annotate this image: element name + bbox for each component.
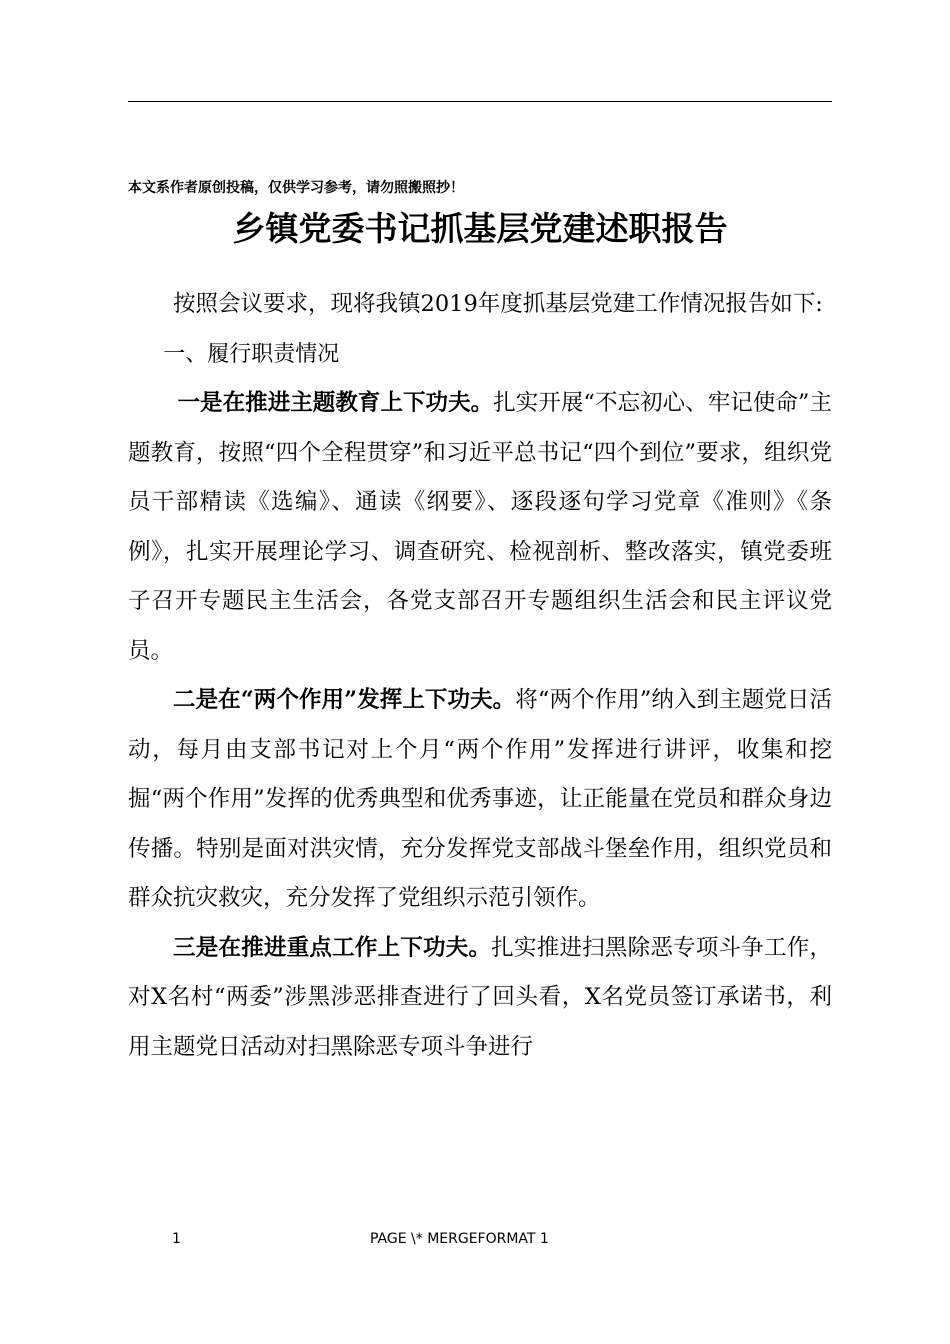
- header-rule: [128, 101, 832, 102]
- author-notice: 本文系作者原创投稿，仅供学习参考，请勿照搬照抄！: [128, 180, 464, 196]
- section-text-1: 扎实开展“不忘初心、牢记使命”主题教育，按照“四个全程贯穿”和习近平总书记“四个到位”要求，组织党员干部精读《选编》、通读《纲要》、逐段逐句学习党章《准则》《条例》，扎实开展理论学习、调查研究、检视剖析、整改落实，镇党委班子召开专题民主生活会，各党支部召开专题组织生活会和民主评议党员。: [128, 390, 832, 664]
- section-lead-1: 一是在推进主题教育上下功夫。: [177, 390, 494, 416]
- footer-page-number: 1: [172, 1231, 181, 1247]
- section-heading: 一、履行职责情况: [163, 341, 340, 367]
- section-lead-3: 三是在推进重点工作上下功夫。: [173, 934, 492, 961]
- footer-field-code: PAGE \* MERGEFORMAT 1: [370, 1231, 549, 1247]
- section-paragraph-2: [128, 676, 832, 924]
- intro-paragraph: 按照会议要求，现将我镇2019年度抓基层党建工作情况报告如下:: [173, 291, 823, 317]
- section-paragraph-3: [128, 924, 832, 1073]
- section-lead-2: 二是在“两个作用”发挥上下功夫。: [173, 687, 516, 713]
- document-title: 乡镇党委书记抓基层党建述职报告: [232, 209, 728, 248]
- section-text-3: 扎实推进扫黑除恶专项斗争工作，对X名村“两委”涉黑涉恶排查进行了回头看，X名党员签订承诺书，利用主题党日活动对扫黑除恶专项斗争进行: [128, 934, 832, 1060]
- section-text-2: 将“两个作用”纳入到主题党日活动，每月由支部书记对上个月“两个作用”发挥进行讲评，收集和挖掘“两个作用”发挥的优秀典型和优秀事迹，让正能量在党员和群众身边传播。特别是面对洪灾情，充分发挥党支部战斗堡垒作用，组织党员和群众抗灾救灾，充分发挥了党组织示范引领作。: [128, 687, 832, 911]
- section-paragraph-1: [128, 379, 832, 676]
- document-body: [128, 280, 832, 1072]
